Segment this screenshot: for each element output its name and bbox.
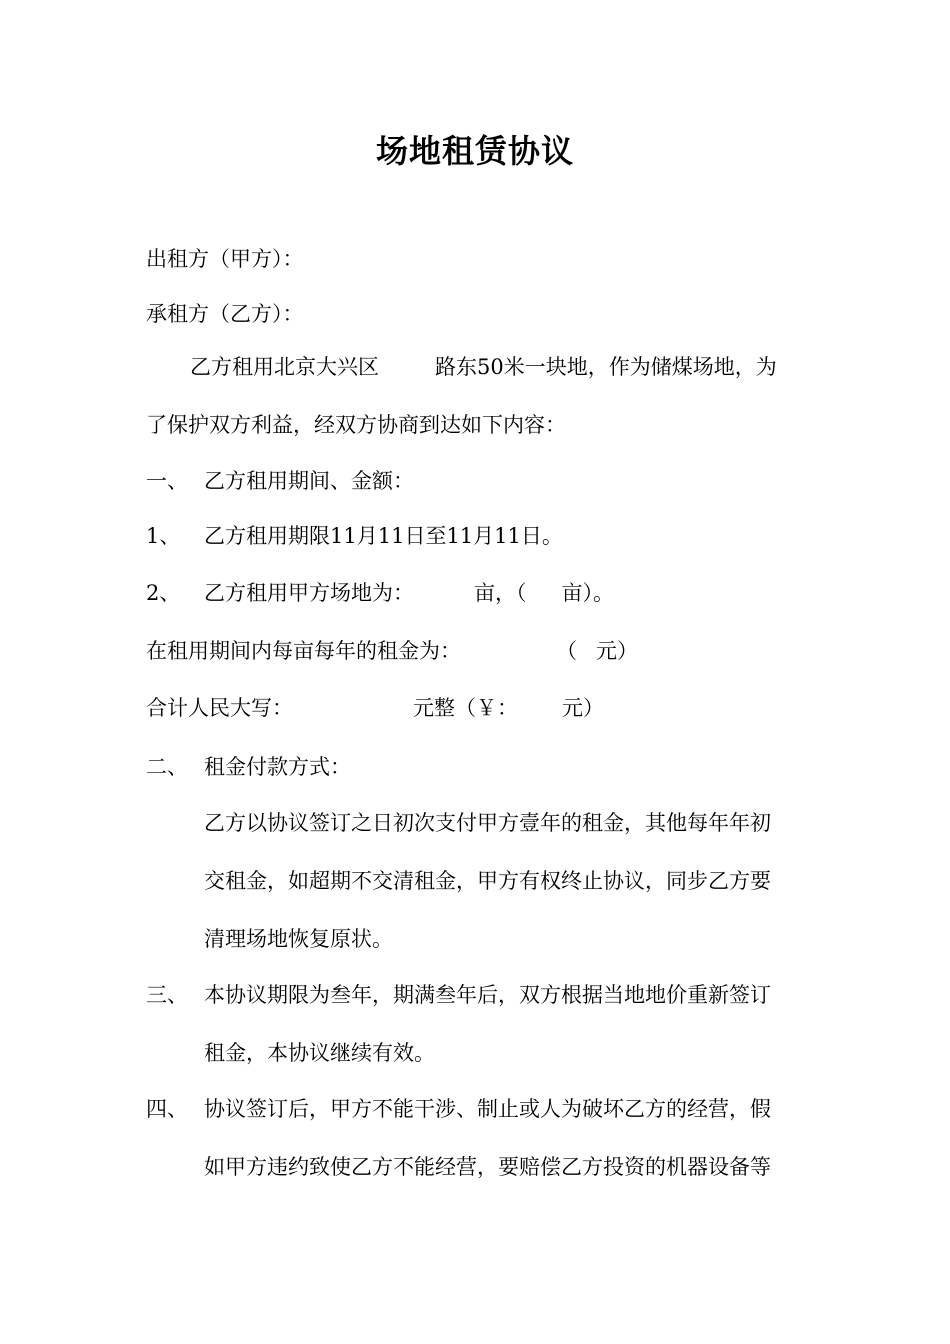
section-2-heading bbox=[146, 752, 351, 782]
section-number: 三、 bbox=[146, 983, 188, 1007]
rent-label: 在租用期间内每亩每年的租金为： bbox=[146, 639, 461, 663]
total-label: 合计人民大写： bbox=[146, 696, 293, 720]
lessor-line: 出租方（甲方）： bbox=[146, 247, 304, 271]
intro-text-2: 路东50米一块地，作为储煤场地，为 bbox=[435, 355, 777, 379]
intro-text-1: 乙方租用北京大兴区 bbox=[190, 355, 379, 379]
section-1-heading bbox=[146, 466, 414, 496]
section-text: 本协议期限为叁年，期满叁年后，双方根据当地地价重新签订 bbox=[204, 983, 771, 1007]
section-2-line-1: 乙方以协议签订之日初次支付甲方壹年的租金，其他每年年初 bbox=[204, 811, 771, 835]
rent-paren-open: （ bbox=[556, 639, 577, 663]
section-4-line-2: 如甲方违约致使乙方不能经营，要赔偿乙方投资的机器设备等 bbox=[204, 1155, 771, 1179]
section-1-item-2 bbox=[146, 578, 614, 608]
section-3-line-2: 租金，本协议继续有效。 bbox=[204, 1041, 435, 1065]
item-text: 乙方租用期限11月11日至11月11日。 bbox=[204, 524, 563, 548]
section-4-line-1 bbox=[146, 1094, 771, 1124]
area-unit: 亩，（ bbox=[474, 581, 527, 605]
section-number: 一、 bbox=[146, 469, 188, 493]
total-mid: 元整（￥： bbox=[413, 696, 518, 720]
section-3-line-1 bbox=[146, 980, 771, 1010]
item-text: 乙方租用甲方场地为： bbox=[204, 581, 414, 605]
section-text: 乙方租用期间、金额： bbox=[204, 469, 414, 493]
section-text: 租金付款方式： bbox=[204, 755, 351, 779]
section-2-line-2: 交租金，如超期不交清租金，甲方有权终止协议，同步乙方要 bbox=[204, 869, 771, 893]
document-title: 场地租赁协议 bbox=[375, 132, 574, 170]
intro-line-1 bbox=[190, 352, 777, 382]
item-number: 2、 bbox=[146, 581, 181, 605]
rent-paren-close: 元） bbox=[596, 639, 638, 663]
section-text: 协议签订后，甲方不能干涉、制止或人为破坏乙方的经营，假 bbox=[204, 1097, 771, 1121]
area-unit-2: 亩）。 bbox=[561, 581, 614, 605]
section-2-line-3: 清理场地恢复原状。 bbox=[204, 927, 393, 951]
rent-line bbox=[146, 636, 638, 666]
item-number: 1、 bbox=[146, 524, 181, 548]
lessee-line: 承租方（乙方）： bbox=[146, 302, 304, 326]
intro-line-2: 了保护双方利益，经双方协商到达如下内容： bbox=[146, 413, 566, 437]
section-number: 二、 bbox=[146, 755, 188, 779]
section-1-item-1 bbox=[146, 521, 563, 551]
section-number: 四、 bbox=[146, 1097, 188, 1121]
total-end: 元） bbox=[562, 696, 604, 720]
total-line bbox=[146, 693, 604, 723]
